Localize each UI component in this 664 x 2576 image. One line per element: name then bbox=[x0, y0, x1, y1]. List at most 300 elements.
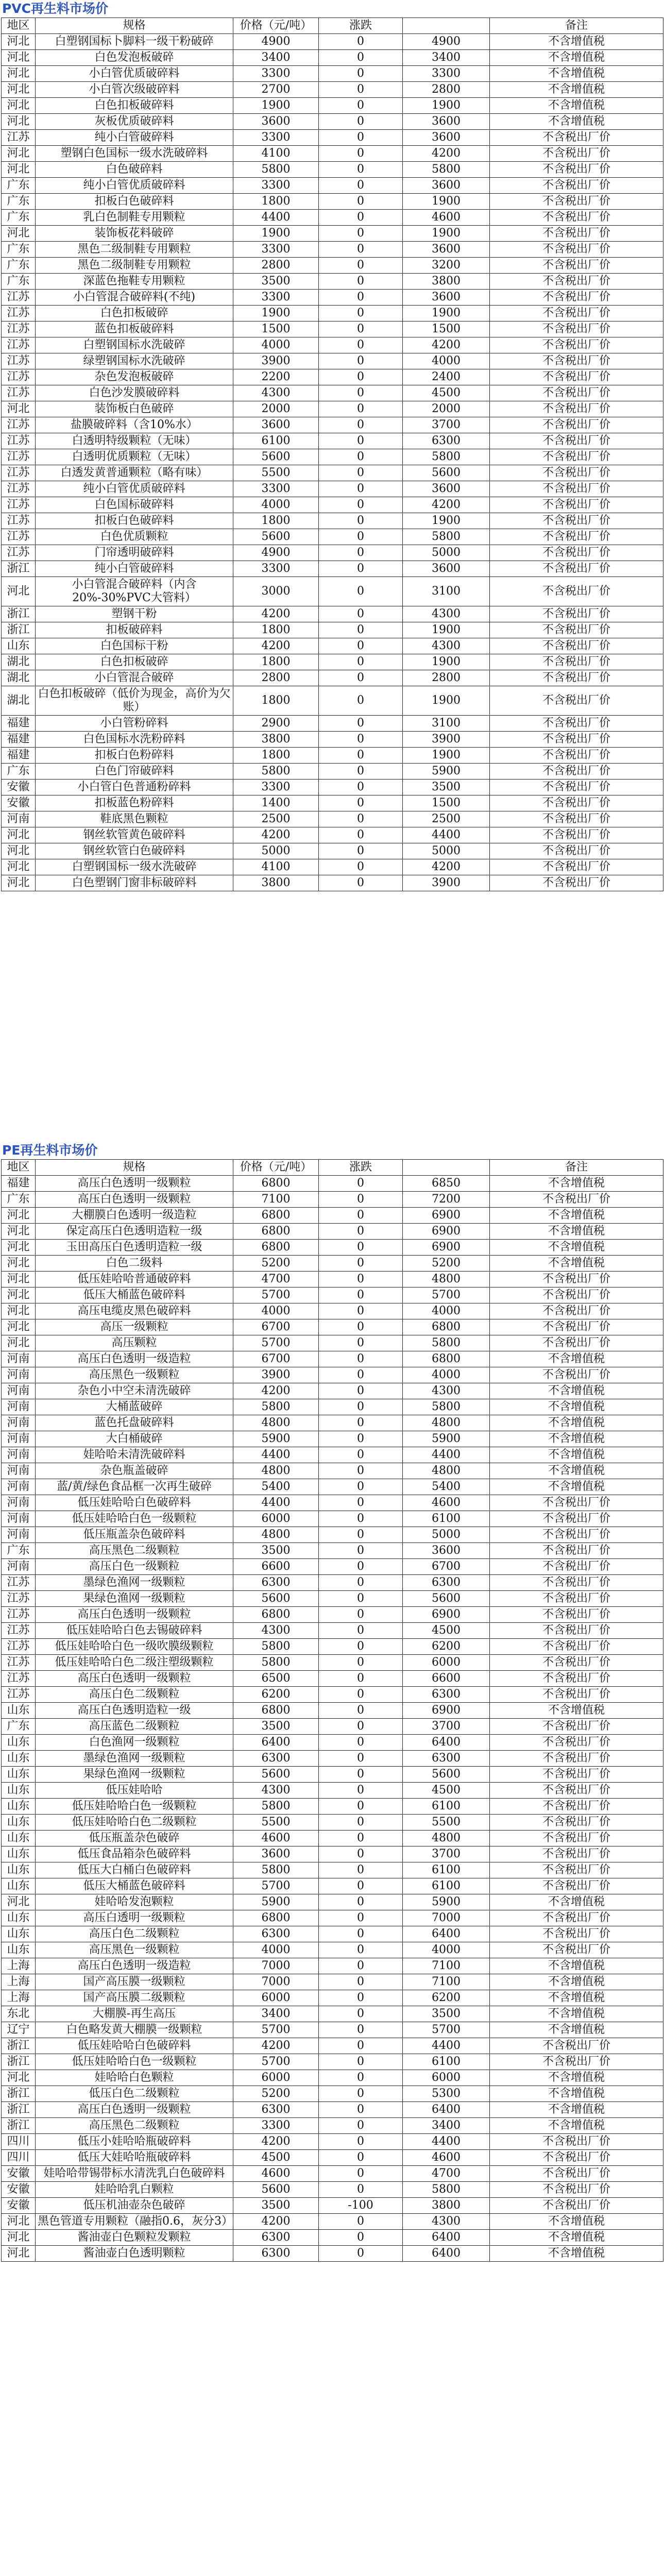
table-row bbox=[2, 1671, 663, 1687]
cell-new-price: 6100 bbox=[403, 1862, 490, 1878]
cell-spec: 白色扣板破碎 bbox=[36, 654, 233, 670]
cell-note: 不含税出厂价 bbox=[490, 732, 663, 748]
cell-note: 不含税出厂价 bbox=[490, 433, 663, 449]
cell-region: 河北 bbox=[2, 1208, 36, 1224]
cell-spec: 保定高压白色透明造粒一级 bbox=[36, 1224, 233, 1240]
cell-note: 不含增值税 bbox=[490, 1431, 663, 1447]
cell-new-price: 6400 bbox=[403, 2102, 490, 2118]
cell-price: 4500 bbox=[233, 2150, 319, 2166]
cell-new-price: 4200 bbox=[403, 146, 490, 162]
cell-new-price: 3200 bbox=[403, 258, 490, 274]
cell-region: 河北 bbox=[2, 50, 36, 66]
table-row bbox=[2, 114, 663, 130]
cell-region: 河北 bbox=[2, 875, 36, 891]
cell-note: 不含税出厂价 bbox=[490, 1543, 663, 1559]
table-row bbox=[2, 34, 663, 50]
cell-change: 0 bbox=[319, 732, 403, 748]
cell-note: 不含税出厂价 bbox=[490, 577, 663, 606]
pvc-price-table bbox=[1, 18, 663, 891]
cell-note: 不含增值税 bbox=[490, 1224, 663, 1240]
cell-change: 0 bbox=[319, 513, 403, 529]
cell-region: 河北 bbox=[2, 577, 36, 606]
cell-note: 不含税出厂价 bbox=[490, 843, 663, 859]
cell-region: 安徽 bbox=[2, 2166, 36, 2182]
table-row bbox=[2, 1575, 663, 1591]
cell-spec: 白透发黄普通颗粒（略有味） bbox=[36, 465, 233, 481]
table-row bbox=[2, 1399, 663, 1415]
cell-price: 5800 bbox=[233, 1399, 319, 1415]
cell-price: 4300 bbox=[233, 1623, 319, 1639]
cell-region: 江苏 bbox=[2, 513, 36, 529]
cell-region: 江苏 bbox=[2, 130, 36, 146]
cell-note: 不含税出厂价 bbox=[490, 2198, 663, 2214]
cell-new-price: 5800 bbox=[403, 1399, 490, 1415]
cell-region: 广东 bbox=[2, 178, 36, 194]
cell-spec: 低压瓶盖杂色破碎 bbox=[36, 1831, 233, 1846]
cell-note: 不含增值税 bbox=[490, 1479, 663, 1495]
cell-new-price: 4200 bbox=[403, 337, 490, 353]
cell-change: 0 bbox=[319, 449, 403, 465]
cell-note: 不含增值税 bbox=[490, 1703, 663, 1719]
header-new-price bbox=[403, 1160, 490, 1176]
table-row bbox=[2, 732, 663, 748]
cell-change: 0 bbox=[319, 242, 403, 258]
cell-new-price: 6900 bbox=[403, 1607, 490, 1623]
cell-price: 1900 bbox=[233, 306, 319, 321]
cell-region: 安徽 bbox=[2, 795, 36, 811]
cell-change: 0 bbox=[319, 258, 403, 274]
cell-new-price: 3600 bbox=[403, 290, 490, 306]
cell-new-price: 5600 bbox=[403, 465, 490, 481]
cell-note: 不含增值税 bbox=[490, 2006, 663, 2022]
cell-change: 0 bbox=[319, 1910, 403, 1926]
cell-region: 江苏 bbox=[2, 353, 36, 369]
table-row bbox=[2, 1846, 663, 1862]
cell-note: 不含增值税 bbox=[490, 2022, 663, 2038]
cell-change: 0 bbox=[319, 529, 403, 545]
cell-new-price: 3600 bbox=[403, 242, 490, 258]
cell-change: 0 bbox=[319, 843, 403, 859]
cell-spec: 低压大桶蓝色破碎料 bbox=[36, 1878, 233, 1894]
table-row bbox=[2, 337, 663, 353]
cell-price: 5900 bbox=[233, 1431, 319, 1447]
table-row bbox=[2, 146, 663, 162]
table-row bbox=[2, 1447, 663, 1463]
cell-price: 3300 bbox=[233, 561, 319, 577]
cell-new-price: 6800 bbox=[403, 1351, 490, 1367]
cell-spec: 低压娃哈哈白色一级吹膜级颗粒 bbox=[36, 1639, 233, 1655]
cell-new-price: 7100 bbox=[403, 1958, 490, 1974]
cell-region: 江苏 bbox=[2, 290, 36, 306]
table-row bbox=[2, 50, 663, 66]
cell-note: 不含税出厂价 bbox=[490, 1303, 663, 1319]
cell-price: 5700 bbox=[233, 1335, 319, 1351]
cell-region: 河北 bbox=[2, 827, 36, 843]
table-row bbox=[2, 1208, 663, 1224]
cell-price: 4400 bbox=[233, 1447, 319, 1463]
cell-new-price: 5400 bbox=[403, 1479, 490, 1495]
cell-note: 不含税出厂价 bbox=[490, 1878, 663, 1894]
table-row bbox=[2, 1383, 663, 1399]
cell-spec: 大棚膜-再生高压 bbox=[36, 2006, 233, 2022]
cell-note: 不含税出厂价 bbox=[490, 1767, 663, 1783]
cell-spec: 黑色二级制鞋专用颗粒 bbox=[36, 242, 233, 258]
cell-region: 江苏 bbox=[2, 306, 36, 321]
header-note: 备注 bbox=[490, 1160, 663, 1176]
table-row bbox=[2, 369, 663, 385]
cell-new-price: 6900 bbox=[403, 1240, 490, 1256]
table-row bbox=[2, 306, 663, 321]
cell-price: 5500 bbox=[233, 465, 319, 481]
cell-price: 5800 bbox=[233, 764, 319, 779]
cell-note: 不含增值税 bbox=[490, 50, 663, 66]
cell-new-price: 6300 bbox=[403, 1687, 490, 1703]
cell-spec: 白色国标干粉 bbox=[36, 638, 233, 654]
cell-new-price: 5700 bbox=[403, 1287, 490, 1303]
cell-spec: 杂色瓶盖破碎 bbox=[36, 1463, 233, 1479]
table-row bbox=[2, 1942, 663, 1958]
cell-change: 0 bbox=[319, 622, 403, 638]
cell-spec: 黑色二级制鞋专用颗粒 bbox=[36, 258, 233, 274]
cell-price: 6800 bbox=[233, 1703, 319, 1719]
cell-region: 浙江 bbox=[2, 2118, 36, 2134]
cell-new-price: 3100 bbox=[403, 716, 490, 732]
cell-spec: 玉田高压白色透明造粒一级 bbox=[36, 1240, 233, 1256]
cell-spec: 扣板蓝色粉碎料 bbox=[36, 795, 233, 811]
cell-spec: 高压一级颗粒 bbox=[36, 1319, 233, 1335]
cell-new-price: 6800 bbox=[403, 1319, 490, 1335]
cell-note: 不含税出厂价 bbox=[490, 369, 663, 385]
cell-note: 不含税出厂价 bbox=[490, 194, 663, 210]
cell-new-price: 4600 bbox=[403, 210, 490, 226]
cell-region: 江苏 bbox=[2, 481, 36, 497]
cell-price: 6200 bbox=[233, 1687, 319, 1703]
table-row bbox=[2, 545, 663, 561]
cell-price: 3300 bbox=[233, 290, 319, 306]
cell-note: 不含税出厂价 bbox=[490, 1511, 663, 1527]
pe-header-row bbox=[2, 1160, 663, 1176]
cell-change: 0 bbox=[319, 1463, 403, 1479]
cell-new-price: 1900 bbox=[403, 654, 490, 670]
table-row bbox=[2, 686, 663, 716]
table-row bbox=[2, 1910, 663, 1926]
cell-new-price: 6200 bbox=[403, 1990, 490, 2006]
cell-change: 0 bbox=[319, 1559, 403, 1575]
cell-price: 5400 bbox=[233, 1479, 319, 1495]
cell-price: 6400 bbox=[233, 1735, 319, 1751]
table-row bbox=[2, 859, 663, 875]
cell-change: 0 bbox=[319, 1958, 403, 1974]
cell-note: 不含税出厂价 bbox=[490, 417, 663, 433]
cell-note: 不含税出厂价 bbox=[490, 764, 663, 779]
table-row bbox=[2, 843, 663, 859]
cell-price: 6700 bbox=[233, 1351, 319, 1367]
cell-change: 0 bbox=[319, 321, 403, 337]
cell-region: 江苏 bbox=[2, 1687, 36, 1703]
table-row bbox=[2, 795, 663, 811]
cell-price: 2500 bbox=[233, 811, 319, 827]
cell-new-price: 3500 bbox=[403, 2006, 490, 2022]
cell-spec: 低压机油壶杂色破碎 bbox=[36, 2198, 233, 2214]
cell-price: 6000 bbox=[233, 2070, 319, 2086]
cell-region: 广东 bbox=[2, 1543, 36, 1559]
cell-spec: 绿塑钢国标水洗破碎 bbox=[36, 353, 233, 369]
cell-price: 5800 bbox=[233, 162, 319, 178]
cell-change: 0 bbox=[319, 2006, 403, 2022]
cell-change: 0 bbox=[319, 1319, 403, 1335]
cell-change: 0 bbox=[319, 1623, 403, 1639]
cell-region: 湖北 bbox=[2, 686, 36, 716]
cell-change: 0 bbox=[319, 654, 403, 670]
cell-change: 0 bbox=[319, 114, 403, 130]
cell-spec: 纯小白管破碎料 bbox=[36, 130, 233, 146]
table-row bbox=[2, 1655, 663, 1671]
cell-new-price: 6600 bbox=[403, 1671, 490, 1687]
cell-new-price: 3800 bbox=[403, 274, 490, 290]
cell-new-price: 5000 bbox=[403, 843, 490, 859]
table-row bbox=[2, 2182, 663, 2198]
cell-spec: 低压大白桶白色破碎料 bbox=[36, 1862, 233, 1878]
header-spec: 规格 bbox=[36, 18, 233, 34]
cell-spec: 高压白色透明一级颗粒 bbox=[36, 2102, 233, 2118]
cell-note: 不含税出厂价 bbox=[490, 2054, 663, 2070]
cell-change: 0 bbox=[319, 2134, 403, 2150]
cell-price: 3300 bbox=[233, 66, 319, 82]
cell-price: 5500 bbox=[233, 1815, 319, 1831]
cell-change: 0 bbox=[319, 130, 403, 146]
cell-price: 6300 bbox=[233, 1926, 319, 1942]
cell-spec: 低压娃哈哈白色二级注塑级颗粒 bbox=[36, 1655, 233, 1671]
cell-spec: 高压黑色一级颗粒 bbox=[36, 1942, 233, 1958]
table-row bbox=[2, 638, 663, 654]
table-row bbox=[2, 481, 663, 497]
cell-new-price: 6400 bbox=[403, 2246, 490, 2262]
cell-new-price: 6200 bbox=[403, 1639, 490, 1655]
cell-region: 河北 bbox=[2, 401, 36, 417]
table-row bbox=[2, 1479, 663, 1495]
cell-change: 0 bbox=[319, 417, 403, 433]
cell-new-price: 5800 bbox=[403, 529, 490, 545]
cell-change: 0 bbox=[319, 1479, 403, 1495]
cell-spec: 低压娃哈哈白色一级颗粒 bbox=[36, 2054, 233, 2070]
cell-new-price: 3500 bbox=[403, 779, 490, 795]
cell-new-price: 6100 bbox=[403, 1799, 490, 1815]
cell-price: 6300 bbox=[233, 2246, 319, 2262]
table-row bbox=[2, 1591, 663, 1607]
cell-region: 湖北 bbox=[2, 654, 36, 670]
cell-region: 河北 bbox=[2, 146, 36, 162]
cell-new-price: 4200 bbox=[403, 497, 490, 513]
cell-new-price: 5700 bbox=[403, 2022, 490, 2038]
cell-price: 6800 bbox=[233, 1176, 319, 1192]
cell-new-price: 3600 bbox=[403, 114, 490, 130]
table-row bbox=[2, 1272, 663, 1287]
cell-change: 0 bbox=[319, 1926, 403, 1942]
cell-region: 河北 bbox=[2, 1894, 36, 1910]
cell-note: 不含税出厂价 bbox=[490, 290, 663, 306]
cell-new-price: 4700 bbox=[403, 2166, 490, 2182]
table-row bbox=[2, 1303, 663, 1319]
cell-new-price: 3900 bbox=[403, 732, 490, 748]
cell-region: 江苏 bbox=[2, 1655, 36, 1671]
cell-region: 河北 bbox=[2, 82, 36, 98]
cell-price: 5900 bbox=[233, 1894, 319, 1910]
cell-region: 辽宁 bbox=[2, 2022, 36, 2038]
table-row bbox=[2, 1815, 663, 1831]
cell-price: 3300 bbox=[233, 242, 319, 258]
table-row bbox=[2, 1224, 663, 1240]
pvc-header-row bbox=[2, 18, 663, 34]
cell-note: 不含税出厂价 bbox=[490, 401, 663, 417]
table-row bbox=[2, 98, 663, 114]
cell-spec: 蓝色扣板破碎料 bbox=[36, 321, 233, 337]
cell-new-price: 6300 bbox=[403, 1751, 490, 1767]
cell-note: 不含税出厂价 bbox=[490, 146, 663, 162]
cell-region: 河南 bbox=[2, 1447, 36, 1463]
cell-price: 4000 bbox=[233, 1942, 319, 1958]
cell-note: 不含税出厂价 bbox=[490, 859, 663, 875]
cell-change: 0 bbox=[319, 1831, 403, 1846]
cell-price: 5700 bbox=[233, 2054, 319, 2070]
table-row bbox=[2, 1799, 663, 1815]
cell-region: 江苏 bbox=[2, 1623, 36, 1639]
cell-price: 3300 bbox=[233, 2118, 319, 2134]
cell-price: 2200 bbox=[233, 369, 319, 385]
cell-change: 0 bbox=[319, 2054, 403, 2070]
cell-note: 不含税出厂价 bbox=[490, 795, 663, 811]
cell-change: 0 bbox=[319, 2214, 403, 2230]
table-row bbox=[2, 2038, 663, 2054]
cell-spec: 高压白色透明造粒一级 bbox=[36, 1703, 233, 1719]
table-row bbox=[2, 274, 663, 290]
cell-region: 浙江 bbox=[2, 606, 36, 622]
table-row bbox=[2, 577, 663, 606]
cell-price: 4000 bbox=[233, 1303, 319, 1319]
cell-change: 0 bbox=[319, 2150, 403, 2166]
cell-region: 河北 bbox=[2, 1224, 36, 1240]
header-change: 涨跌 bbox=[319, 18, 403, 34]
cell-spec: 小白管混合破碎 bbox=[36, 670, 233, 686]
cell-change: 0 bbox=[319, 1607, 403, 1623]
cell-change: 0 bbox=[319, 369, 403, 385]
cell-new-price: 5000 bbox=[403, 1527, 490, 1543]
cell-new-price: 1500 bbox=[403, 795, 490, 811]
table-row bbox=[2, 1719, 663, 1735]
cell-price: 4900 bbox=[233, 34, 319, 50]
cell-spec: 低压娃哈哈白色破碎料 bbox=[36, 1495, 233, 1511]
cell-region: 河南 bbox=[2, 1527, 36, 1543]
cell-price: 2000 bbox=[233, 401, 319, 417]
pvc-section-title: PVC再生料市场价 bbox=[2, 1, 109, 16]
cell-change: 0 bbox=[319, 811, 403, 827]
cell-note: 不含税出厂价 bbox=[490, 1942, 663, 1958]
cell-region: 山东 bbox=[2, 1862, 36, 1878]
cell-region: 河北 bbox=[2, 1256, 36, 1272]
cell-spec: 高压白色二级颗粒 bbox=[36, 1926, 233, 1942]
cell-new-price: 4000 bbox=[403, 1942, 490, 1958]
cell-price: 1800 bbox=[233, 622, 319, 638]
cell-new-price: 3900 bbox=[403, 875, 490, 891]
cell-region: 河南 bbox=[2, 1399, 36, 1415]
cell-note: 不含增值税 bbox=[490, 82, 663, 98]
cell-spec: 酱油壶白色颗粒发颗粒 bbox=[36, 2230, 233, 2246]
cell-change: 0 bbox=[319, 1815, 403, 1831]
table-row bbox=[2, 353, 663, 369]
header-price: 价格（元/吨） bbox=[233, 18, 319, 34]
cell-note: 不含税出厂价 bbox=[490, 638, 663, 654]
cell-region: 福建 bbox=[2, 716, 36, 732]
cell-price: 1800 bbox=[233, 686, 319, 716]
cell-price: 3400 bbox=[233, 50, 319, 66]
cell-spec: 高压白色透明一级颗粒 bbox=[36, 1192, 233, 1208]
cell-price: 6500 bbox=[233, 1671, 319, 1687]
cell-change: 0 bbox=[319, 2086, 403, 2102]
table-row bbox=[2, 1783, 663, 1799]
cell-note: 不含税出厂价 bbox=[490, 1575, 663, 1591]
table-row bbox=[2, 2198, 663, 2214]
cell-region: 福建 bbox=[2, 1176, 36, 1192]
cell-change: 0 bbox=[319, 1703, 403, 1719]
cell-note: 不含税出厂价 bbox=[490, 1719, 663, 1735]
cell-change: 0 bbox=[319, 50, 403, 66]
cell-new-price: 4300 bbox=[403, 606, 490, 622]
cell-change: 0 bbox=[319, 1846, 403, 1862]
cell-note: 不含税出厂价 bbox=[490, 654, 663, 670]
cell-new-price: 1900 bbox=[403, 513, 490, 529]
table-row bbox=[2, 417, 663, 433]
table-row bbox=[2, 1335, 663, 1351]
cell-note: 不含税出厂价 bbox=[490, 337, 663, 353]
cell-region: 河南 bbox=[2, 811, 36, 827]
cell-note: 不含增值税 bbox=[490, 1415, 663, 1431]
cell-price: 3300 bbox=[233, 481, 319, 497]
cell-new-price: 6000 bbox=[403, 1655, 490, 1671]
cell-note: 不含税出厂价 bbox=[490, 875, 663, 891]
cell-price: 7100 bbox=[233, 1192, 319, 1208]
cell-new-price: 6100 bbox=[403, 1878, 490, 1894]
cell-price: 4300 bbox=[233, 385, 319, 401]
cell-region: 山东 bbox=[2, 1815, 36, 1831]
cell-region: 河南 bbox=[2, 1431, 36, 1447]
cell-change: 0 bbox=[319, 1591, 403, 1607]
table-row bbox=[2, 1894, 663, 1910]
cell-new-price: 5000 bbox=[403, 545, 490, 561]
table-row bbox=[2, 654, 663, 670]
cell-new-price: 7200 bbox=[403, 1192, 490, 1208]
cell-new-price: 4300 bbox=[403, 1383, 490, 1399]
cell-note: 不含增值税 bbox=[490, 1256, 663, 1272]
cell-change: 0 bbox=[319, 1862, 403, 1878]
cell-change: 0 bbox=[319, 1543, 403, 1559]
cell-change: 0 bbox=[319, 481, 403, 497]
cell-note: 不含增值税 bbox=[490, 1447, 663, 1463]
cell-change: 0 bbox=[319, 2070, 403, 2086]
cell-price: 5200 bbox=[233, 1256, 319, 1272]
cell-change: 0 bbox=[319, 1192, 403, 1208]
cell-price: 1900 bbox=[233, 226, 319, 242]
cell-spec: 低压娃哈哈普通破碎料 bbox=[36, 1272, 233, 1287]
cell-price: 1800 bbox=[233, 748, 319, 764]
cell-new-price: 5800 bbox=[403, 2182, 490, 2198]
cell-spec: 低压瓶盖杂色破碎料 bbox=[36, 1527, 233, 1543]
cell-spec: 白色渔网一级颗粒 bbox=[36, 1735, 233, 1751]
pe-section-title: PE再生料市场价 bbox=[2, 1143, 98, 1158]
cell-region: 广东 bbox=[2, 1192, 36, 1208]
cell-spec: 高压白色透明一级颗粒 bbox=[36, 1671, 233, 1687]
cell-price: 6800 bbox=[233, 1208, 319, 1224]
cell-region: 广东 bbox=[2, 258, 36, 274]
cell-note: 不含增值税 bbox=[490, 1990, 663, 2006]
